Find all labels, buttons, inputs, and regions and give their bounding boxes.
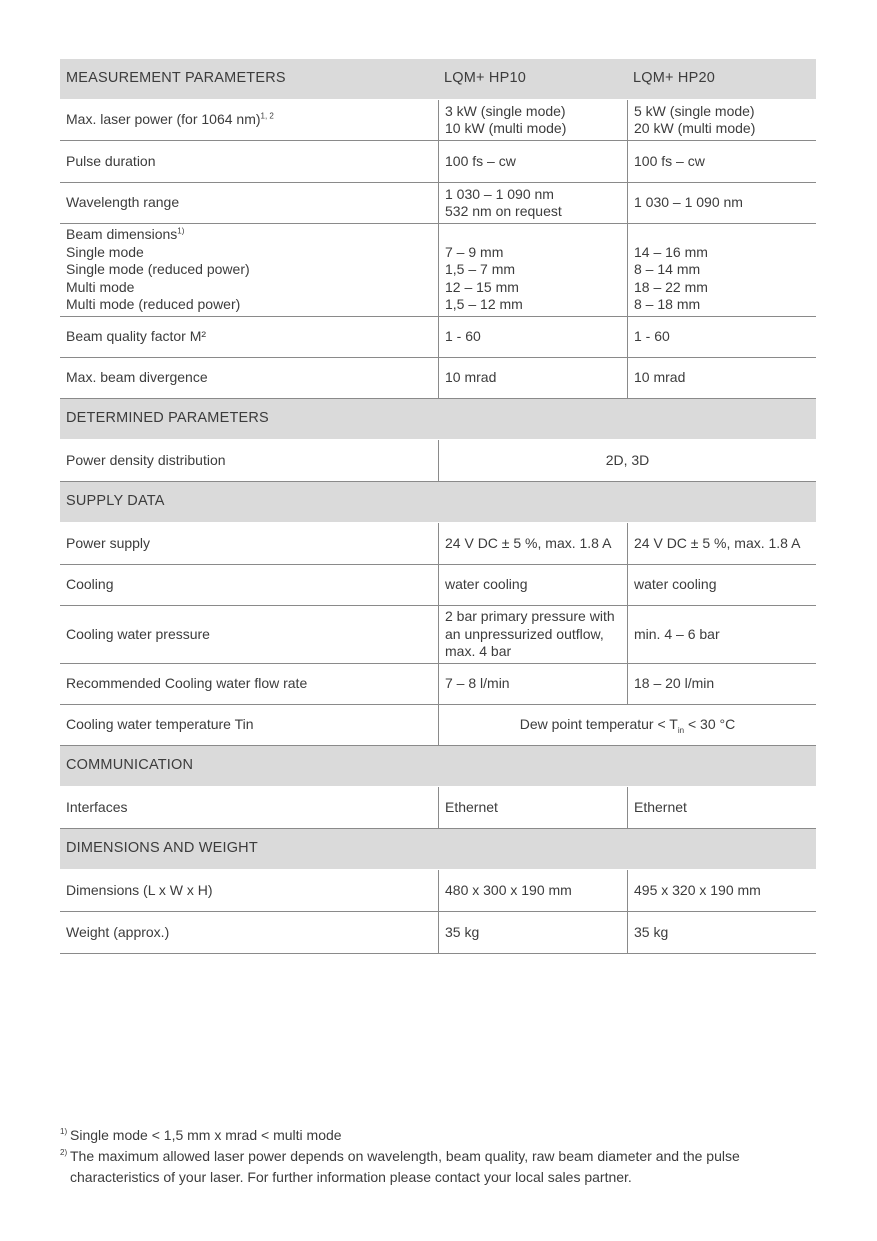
cell-value: 7 – 9 mm	[445, 243, 504, 260]
cell-value: an unpressurized outflow,	[445, 625, 604, 642]
row-label: Wavelength range	[66, 194, 180, 211]
sub-label: Single mode (reduced power)	[66, 261, 250, 278]
table-row	[60, 317, 816, 358]
cell-value: max. 4 bar	[445, 643, 512, 660]
cell-value: 12 – 15 mm	[445, 278, 519, 295]
cell-value: 7 – 8 l/min	[438, 664, 627, 704]
footnote-mark: 2)	[60, 1148, 68, 1157]
table-row	[60, 183, 816, 224]
footnote-mark: 1)	[60, 1127, 68, 1136]
row-label: Power density distribution	[66, 451, 226, 468]
footnote	[60, 1125, 780, 1146]
table-row	[60, 787, 816, 829]
cell-value: 24 V DC ± 5 %, max. 1.8 A	[627, 523, 816, 564]
table-row	[60, 224, 816, 317]
table-row	[60, 523, 816, 565]
cell-value: 10 mrad	[438, 358, 627, 398]
cell-value: 2 bar primary pressure with	[445, 608, 615, 625]
cell-value: 1,5 – 12 mm	[445, 296, 523, 313]
cell-value: water cooling	[627, 565, 816, 605]
table-row	[60, 141, 816, 183]
cell-value: 10 kW (multi mode)	[445, 120, 567, 136]
cell-value: 100 fs – cw	[438, 141, 627, 182]
cell-value: 8 – 14 mm	[634, 261, 701, 278]
table-row	[60, 565, 816, 606]
row-label: Max. laser power (for 1064 nm)	[66, 111, 261, 128]
cell-value: 480 x 300 x 190 mm	[438, 870, 627, 911]
section-title: COMMUNICATION	[66, 757, 194, 774]
sub-label: Multi mode	[66, 278, 135, 295]
footnote	[60, 1146, 780, 1188]
cell-value: min. 4 – 6 bar	[627, 606, 816, 663]
cell-value: 1 - 60	[627, 317, 816, 357]
section-header	[60, 482, 816, 523]
header-hp20: LQM+ HP20	[633, 70, 715, 87]
cell-value: 1 - 60	[438, 317, 627, 357]
row-label: Power supply	[66, 534, 151, 551]
footnote-ref: 1)	[177, 226, 185, 236]
cell-value: 1 030 – 1 090 nm	[627, 183, 816, 223]
cell-value: 18 – 22 mm	[634, 278, 708, 295]
footnote-text: The maximum allowed laser power depends on wavelength, beam quality, raw beam diameter and the pulse characteristics of your laser. For further information please contact your local sales partner.	[70, 1148, 740, 1185]
section-title: SUPPLY DATA	[66, 493, 165, 510]
table-row	[60, 358, 816, 399]
table-row	[60, 870, 816, 912]
section-title: DETERMINED PARAMETERS	[66, 410, 269, 427]
cell-value: 532 nm on request	[445, 203, 562, 219]
cell-value: 1 030 – 1 090 nm	[445, 185, 554, 202]
table-row	[60, 440, 816, 482]
cell-value: 35 kg	[627, 912, 816, 953]
cell-value: 14 – 16 mm	[634, 243, 708, 260]
sub-label: Single mode	[66, 243, 144, 260]
section-header	[60, 746, 816, 787]
header-hp10: LQM+ HP10	[444, 70, 526, 87]
row-label: Pulse duration	[66, 152, 156, 169]
cell-value: Dew point temperatur < $T_{in} < 30$ °C	[438, 705, 816, 745]
row-label: Beam dimensions	[66, 226, 178, 243]
sub-label: Multi mode (reduced power)	[66, 296, 241, 313]
row-label: Cooling water temperature Tin	[66, 716, 254, 733]
row-label: Interfaces	[66, 798, 128, 815]
cell-value: 1,5 – 7 mm	[445, 261, 516, 278]
row-label: Weight (approx.)	[66, 923, 170, 940]
cell-value: Ethernet	[438, 787, 627, 828]
cell-value: 3 kW (single mode)	[445, 102, 566, 119]
table-row	[60, 912, 816, 954]
row-label: Beam quality factor M²	[66, 328, 207, 345]
table-header-row	[60, 59, 816, 100]
table-row	[60, 705, 816, 746]
spec-table	[60, 59, 816, 954]
footnotes	[60, 1125, 780, 1188]
cell-value: Ethernet	[627, 787, 816, 828]
footnote-ref: 1, 2	[260, 111, 274, 121]
cell-value: 5 kW (single mode)	[634, 102, 755, 119]
table-row	[60, 100, 816, 141]
table-row	[60, 606, 816, 664]
cell-value: water cooling	[438, 565, 627, 605]
section-header	[60, 399, 816, 440]
table-row	[60, 664, 816, 705]
cell-value: 100 fs – cw	[627, 141, 816, 182]
section-header	[60, 829, 816, 870]
cell-value: 8 – 18 mm	[634, 296, 701, 313]
cell-value: 18 – 20 l/min	[627, 664, 816, 704]
row-label: Max. beam divergence	[66, 369, 208, 386]
section-title: DIMENSIONS AND WEIGHT	[66, 840, 258, 857]
cell-value: 10 mrad	[627, 358, 816, 398]
row-label: Dimensions (L x W x H)	[66, 881, 213, 898]
header-parameters: MEASUREMENT PARAMETERS	[66, 70, 286, 87]
cell-value: 495 x 320 x 190 mm	[627, 870, 816, 911]
footnote-text: Single mode < 1,5 mm x mrad < multi mode	[70, 1127, 342, 1143]
cell-value: 2D, 3D	[438, 440, 816, 481]
cell-value: 24 V DC ± 5 %, max. 1.8 A	[438, 523, 627, 564]
row-label: Recommended Cooling water flow rate	[66, 675, 308, 692]
row-label: Cooling water pressure	[66, 625, 210, 642]
cell-value: 20 kW (multi mode)	[634, 120, 756, 136]
row-label: Cooling	[66, 576, 114, 593]
cell-value: 35 kg	[438, 912, 627, 953]
